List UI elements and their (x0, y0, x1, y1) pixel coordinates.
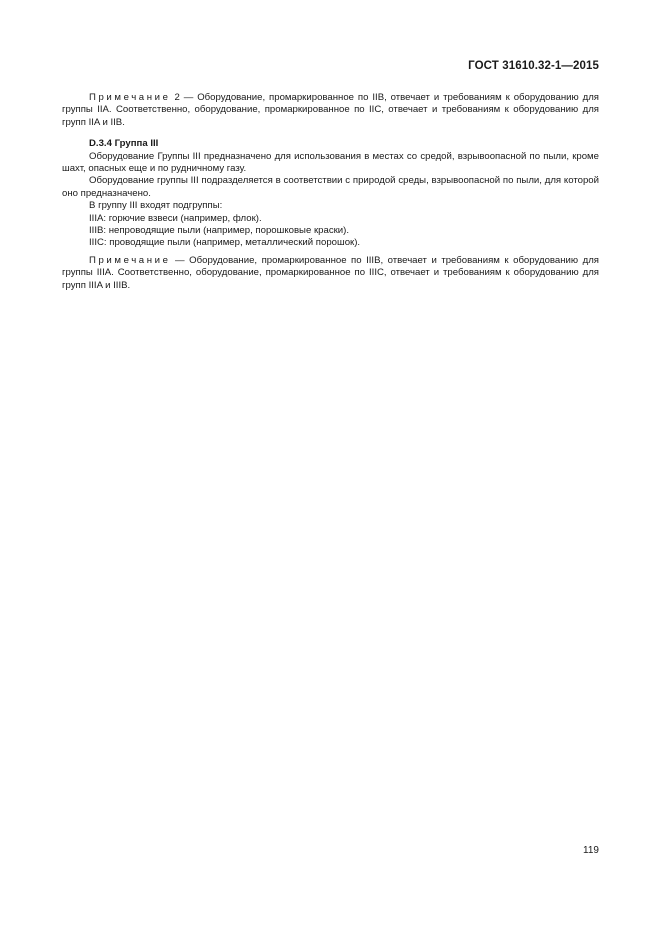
section-paragraph-1: Оборудование Группы III предназначено для использования в местах со средой, взрывоопасной по пыли, кроме шахт, опасных еще и по рудничному газу. (62, 150, 599, 175)
document-code: ГОСТ 31610.32-1—2015 (468, 60, 599, 72)
subgroup-iiic: IIIC: проводящие пыли (например, металлический порошок). (89, 237, 361, 249)
note-2 (62, 92, 599, 129)
section-paragraph-3: В группу III входят подгруппы: (89, 200, 223, 212)
note-3 (62, 255, 599, 292)
note-3-text: — Оборудование, промаркированное по IIIB, отвечает и требованиям к оборудованию для группы IIIA. Соответственно, оборудование, промаркированное по IIIC, отвечает и требованиям к оборудованию для групп IIIA и IIIB. (62, 254, 599, 291)
subgroup-iiia: IIIA: горючие взвеси (например, флок). (89, 212, 262, 224)
section-paragraph-2: Оборудование группы III подразделяется в соответствии с природой среды, взрывоопасной по пыли, для которой оно предназначено. (62, 175, 599, 199)
page-number: 119 (583, 845, 599, 856)
subgroup-iiib: IIIB: непроводящие пыли (например, порошковые краски). (89, 225, 350, 237)
section-heading: D.3.4 Группа III (89, 138, 159, 150)
page-content (62, 92, 599, 292)
note-2-number: 2 (174, 92, 180, 103)
note-2-label: Примечание (89, 92, 171, 103)
note-3-label: Примечание (89, 254, 171, 266)
note-2-text: — Оборудование, промаркированное по IIB, отвечает и требованиям к оборудованию для группы IIA. Соответственно, оборудование, промаркированное по IIC, отвечает и требованиям к оборудованию для групп IIA и IIB. (62, 92, 599, 128)
